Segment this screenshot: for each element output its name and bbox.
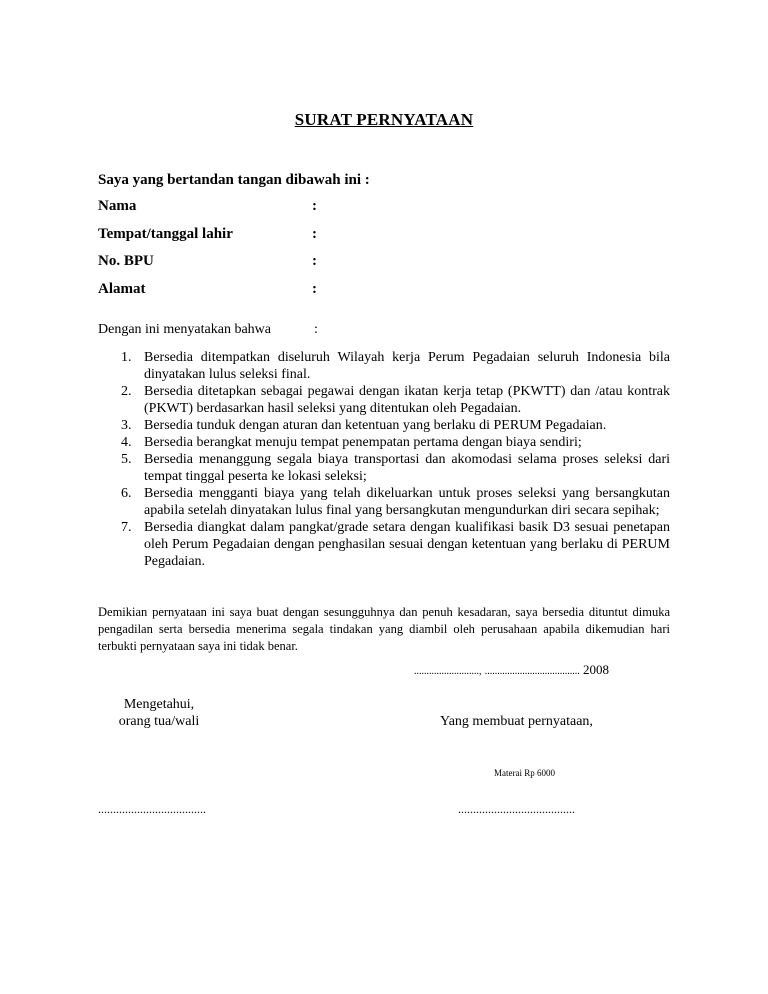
list-item — [98, 519, 670, 570]
list-item-text: Bersedia ditempatkan diseluruh Wilayah kerja Perum Pegadaian seluruh Indonesia bila dinyatakan lulus seleksi final. — [144, 350, 670, 382]
closing-paragraph: Demikian pernyataan ini saya buat dengan sesungguhnya dan penuh kesadaran, saya bersedia dituntut dimuka pengadilan serta bersedia menerima segala tindakan yang diambil oleh perusahaan apabila dikemudian hari terbukti pernyataan saya ini tidak benar. — [98, 605, 670, 653]
date-year: 2008 — [583, 662, 609, 677]
field-colon: : — [312, 198, 317, 214]
intro-line: Saya yang bertandan tangan dibawah ini : — [98, 172, 370, 188]
date-blank: ...................................... — [484, 666, 580, 677]
signature-left-line2: orang tua/wali — [118, 714, 200, 729]
list-item — [98, 349, 670, 383]
list-item-text: Bersedia menanggung segala biaya transportasi dan akomodasi selama proses seleksi dari tempat tinggal peserta ke lokasi seleksi; — [144, 452, 670, 484]
field-label: Tempat/tanggal lahir — [98, 226, 233, 242]
list-item-number: 4. — [121, 435, 132, 450]
statement-list — [98, 349, 670, 570]
field-label: Alamat — [98, 281, 146, 297]
list-item-text: Bersedia ditetapkan sebagai pegawai dengan ikatan kerja tetap (PKWTT) dan /atau kontrak (PKWT) berdasarkan hasil seleksi yang ditentukan oleh Pegadaian. — [144, 384, 670, 416]
stamp-label: Materai Rp 6000 — [494, 768, 555, 778]
signature-left-blank: .................................... — [98, 802, 206, 816]
statement-colon: : — [314, 322, 318, 337]
field-label: No. BPU — [98, 253, 154, 269]
statement-intro — [98, 322, 658, 338]
field-label: Nama — [98, 198, 137, 214]
list-item-text: Bersedia diangkat dalam pangkat/grade setara dengan kualifikasi basik D3 sesuai penetapan oleh Perum Pegadaian dengan penghasilan sesuai dengan ketentuan yang berlaku di PERUM Pegadaian. — [144, 520, 670, 569]
list-item-number: 2. — [121, 384, 132, 399]
field-colon: : — [312, 226, 317, 242]
list-item-number: 1. — [121, 350, 132, 365]
list-item-text: Bersedia mengganti biaya yang telah dikeluarkan untuk proses seleksi yang bersangkutan apabila setelah dinyatakan lulus final yang bersangkutan mengundurkan diri secara sepihak; — [144, 486, 670, 518]
field-colon: : — [312, 253, 317, 269]
place-blank: .........................., — [414, 666, 482, 677]
field-colon: : — [312, 281, 317, 297]
list-item-number: 3. — [121, 418, 132, 433]
statement-label: Dengan ini menyatakan bahwa — [98, 322, 271, 337]
date-line — [414, 662, 609, 678]
signature-right-label: Yang membuat pernyataan, — [440, 714, 593, 729]
list-item — [98, 417, 670, 434]
list-item-number: 5. — [121, 452, 132, 467]
signature-right-blank: ....................................... — [458, 802, 575, 816]
list-item — [98, 383, 670, 417]
list-item — [98, 485, 670, 519]
document-title: SURAT PERNYATAAN — [294, 110, 474, 129]
signature-left — [104, 696, 214, 730]
signature-left-line1: Mengetahui, — [123, 697, 195, 712]
list-item-number: 6. — [121, 486, 132, 501]
list-item-text: Bersedia tunduk dengan aturan dan ketentuan yang berlaku di PERUM Pegadaian. — [144, 418, 607, 433]
list-item — [98, 434, 670, 451]
list-item-text: Bersedia berangkat menuju tempat penempatan pertama dengan biaya sendiri; — [144, 435, 582, 450]
list-item-number: 7. — [121, 520, 132, 535]
list-item — [98, 451, 670, 485]
